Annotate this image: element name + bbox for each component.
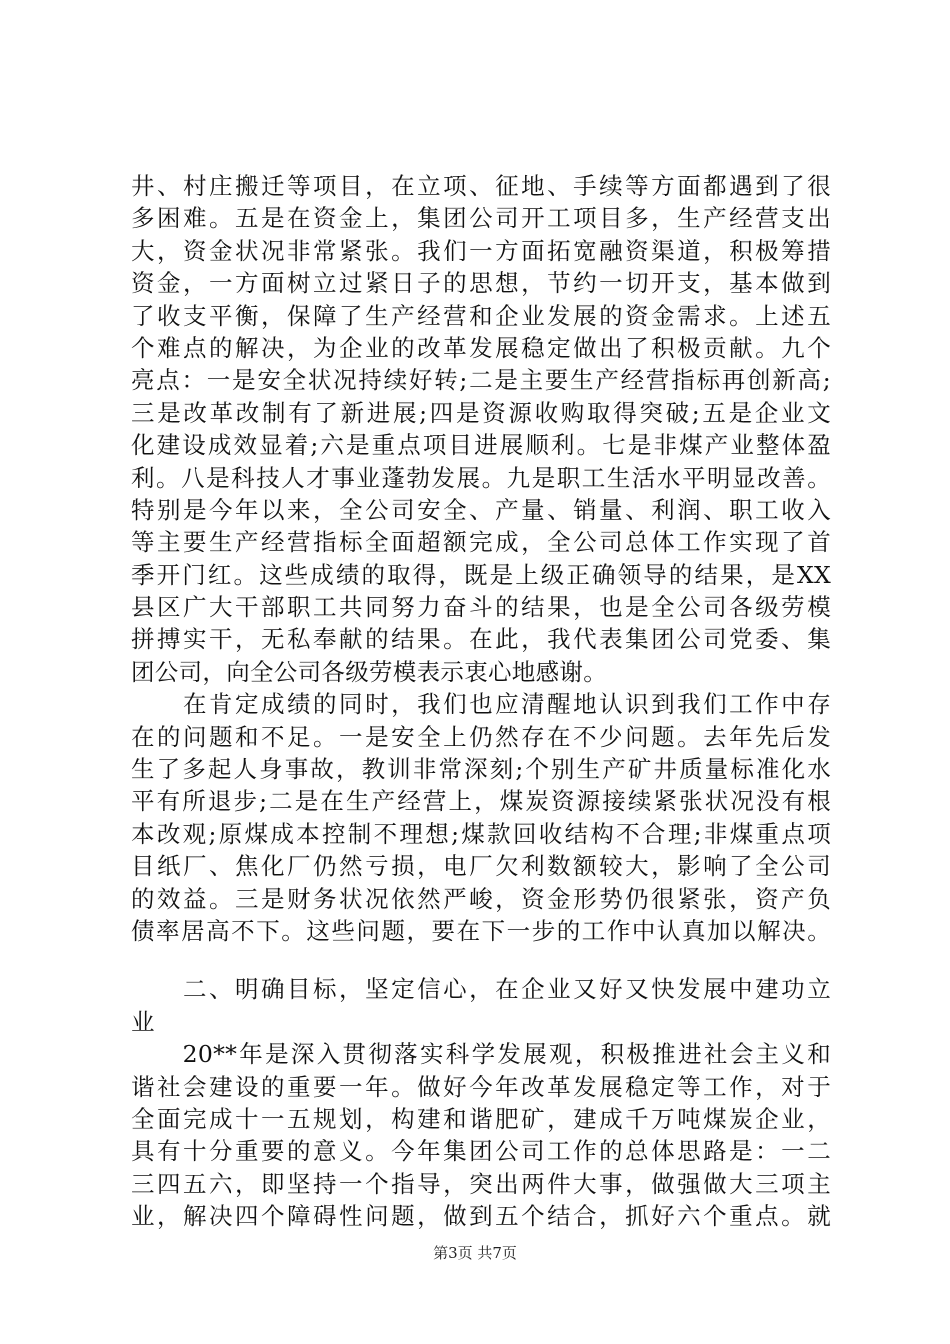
text-line: 利。八是科技人才事业蓬勃发展。九是职工生活水平明显改善。 bbox=[131, 463, 831, 492]
text-line: 特别是今年以来，全公司安全、产量、销量、利润、职工收入 bbox=[131, 495, 831, 524]
text-line: 的效益。三是财务状况依然严峻，资金形势仍很紧张，资产负 bbox=[131, 884, 831, 913]
text-line: 在肯定成绩的同时，我们也应清醒地认识到我们工作中存 bbox=[131, 690, 831, 719]
text-line: 多困难。五是在资金上，集团公司开工项目多，生产经营支出 bbox=[131, 204, 831, 233]
text-line: 全面完成十一五规划，构建和谐肥矿，建成千万吨煤炭企业， bbox=[131, 1104, 831, 1133]
text-line: 井、村庄搬迁等项目，在立项、征地、手续等方面都遇到了很 bbox=[131, 172, 831, 200]
text-line: 个难点的解决，为企业的改革发展稳定做出了积极贡献。九个 bbox=[131, 333, 831, 362]
text-line: 业，解决四个障碍性问题，做到五个结合，抓好六个重点。就 bbox=[131, 1202, 831, 1231]
document-body bbox=[131, 170, 831, 1233]
section-heading-line: 业 bbox=[131, 1007, 155, 1036]
text-line: 三四五六，即坚持一个指导，突出两件大事，做强做大三项主 bbox=[131, 1169, 831, 1198]
text-line: 平有所退步;二是在生产经营上，煤炭资源接续紧张状况没有根 bbox=[131, 787, 831, 816]
text-line: 本改观;原煤成本控制不理想;煤款回收结构不合理;非煤重点项 bbox=[131, 819, 831, 848]
text-line: 等主要生产经营指标全面超额完成，全公司总体工作实现了首 bbox=[131, 528, 831, 557]
text-line: 债率居高不下。这些问题，要在下一步的工作中认真加以解决。 bbox=[131, 916, 831, 945]
text-line: 团公司，向全公司各级劳模表示衷心地感谢。 bbox=[131, 657, 607, 686]
text-line: 了收支平衡，保障了生产经营和企业发展的资金需求。上述五 bbox=[131, 301, 831, 330]
text-line: 大，资金状况非常紧张。我们一方面拓宽融资渠道，积极筹措 bbox=[131, 236, 831, 265]
text-line: 在的问题和不足。一是安全上仍然存在不少问题。去年先后发 bbox=[131, 722, 831, 751]
text-line: 拼搏实干，无私奉献的结果。在此，我代表集团公司党委、集 bbox=[131, 625, 831, 654]
page-number-footer: 第3页 共7页 bbox=[433, 1244, 517, 1262]
section-heading-line: 二、明确目标，坚定信心，在企业又好又快发展中建功立 bbox=[131, 975, 831, 1004]
text-line: 县区广大干部职工共同努力奋斗的结果，也是全公司各级劳模 bbox=[131, 593, 831, 622]
text-line: 具有十分重要的意义。今年集团公司工作的总体思路是：一二 bbox=[131, 1137, 831, 1166]
text-line: 谐社会建设的重要一年。做好今年改革发展稳定等工作，对于 bbox=[131, 1072, 831, 1101]
text-line: 目纸厂、焦化厂仍然亏损，电厂欠利数额较大，影响了全公司 bbox=[131, 852, 831, 881]
text-line: 资金，一方面树立过紧日子的思想，节约一切开支，基本做到 bbox=[131, 269, 831, 298]
text-line: 季开门红。这些成绩的取得，既是上级正确领导的结果，是XX bbox=[131, 560, 831, 589]
paragraph-gap bbox=[131, 947, 831, 973]
text-line: 化建设成效显着;六是重点项目进展顺利。七是非煤产业整体盈 bbox=[131, 431, 831, 460]
text-line: 亮点：一是安全状况持续好转;二是主要生产经营指标再创新高; bbox=[131, 366, 831, 395]
text-line: 生了多起人身事故，教训非常深刻;个别生产矿井质量标准化水 bbox=[131, 755, 831, 784]
text-line: 20**年是深入贯彻落实科学发展观，积极推进社会主义和 bbox=[131, 1040, 831, 1069]
text-line: 三是改革改制有了新进展;四是资源收购取得突破;五是企业文 bbox=[131, 398, 831, 427]
